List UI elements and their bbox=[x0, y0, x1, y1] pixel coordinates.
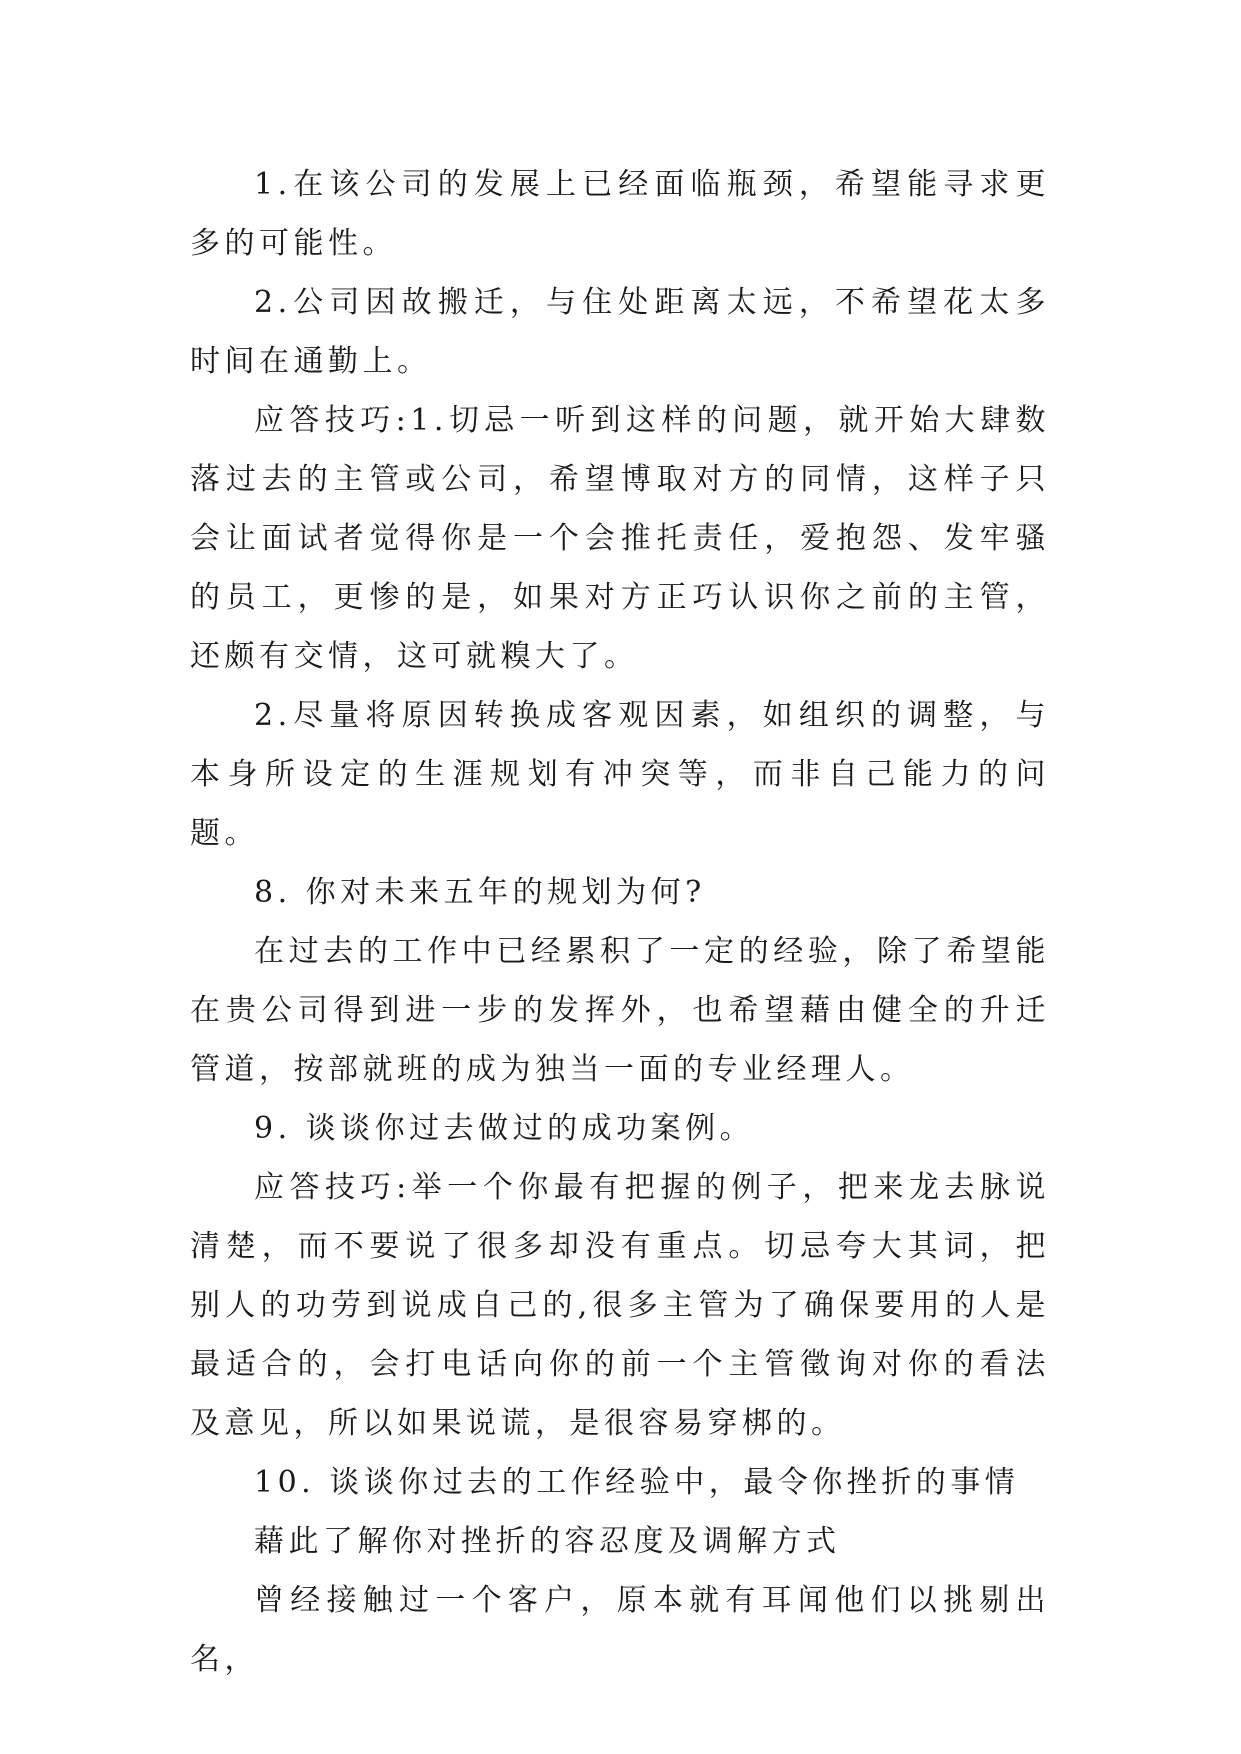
paragraph-reason-2: 2.公司因故搬迁，与住处距离太远，不希望花太多时间在通勤上。 bbox=[190, 285, 1050, 379]
paragraph-answer-tip-1: 应答技巧:1.切忌一听到这样的问题，就开始大肆数落过去的主管或公司，希望博取对方的同情，这样子只会让面试者觉得你是一个会推托责任，爱抱怨、发牢骚的员工，更惨的是，如果对方正巧认识你之前的主管，还颇有交情，这可就糗大了。 bbox=[190, 403, 1050, 674]
question-8-heading: 8. 你对未来五年的规划为何? bbox=[254, 875, 706, 910]
paragraph-reason-1: 1.在该公司的发展上已经面临瓶颈，希望能寻求更多的可能性。 bbox=[190, 167, 1050, 261]
paragraph-answer-tip-2: 2.尽量将原因转换成客观因素，如组织的调整，与本身所设定的生涯规划有冲突等，而非自己能力的问题。 bbox=[190, 698, 1050, 851]
document-body bbox=[190, 155, 1050, 1689]
paragraph-success-case-tip: 应答技巧:举一个你最有把握的例子，把来龙去脉说清楚，而不要说了很多却没有重点。切忌夸大其词，把别人的功劳到说成自己的,很多主管为了确保要用的人是最适合的，会打电话向你的前一个主管徵询对你的看法及意见，所以如果说谎，是很容易穿梆的。 bbox=[190, 1170, 1050, 1441]
paragraph-five-year-plan: 在过去的工作中已经累积了一定的经验，除了希望能在贵公司得到进一步的发挥外，也希望藉由健全的升迁管道，按部就班的成为独当一面的专业经理人。 bbox=[190, 934, 1050, 1087]
paragraph-frustration-example: 曾经接触过一个客户，原本就有耳闻他们以挑剔出名， bbox=[190, 1583, 1050, 1677]
question-10-heading: 10. 谈谈你过去的工作经验中，最令你挫折的事情 bbox=[254, 1465, 1020, 1500]
paragraph-frustration-purpose: 藉此了解你对挫折的容忍度及调解方式 bbox=[254, 1524, 841, 1559]
question-9-heading: 9. 谈谈你过去做过的成功案例。 bbox=[254, 1111, 755, 1146]
